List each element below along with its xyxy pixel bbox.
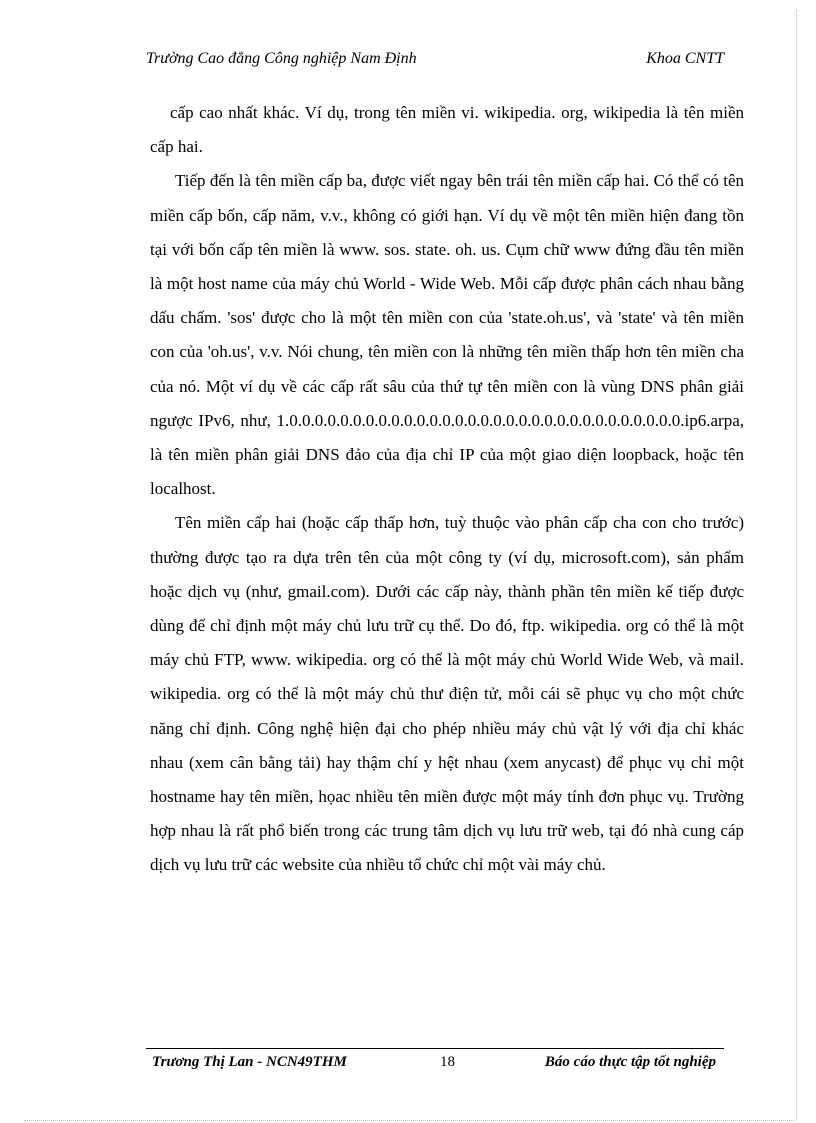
paragraph-3: Tên miền cấp hai (hoặc cấp thấp hơn, tuỳ thuộc vào phân cấp cha con cho trước) thường được tạo ra dựa trên tên của một công ty (ví dụ, microsoft.com), sản phẩm hoặc dịch vụ (như, gmail.com). Dưới các cấp này, thành phần tên miền kế tiếp được dùng để chỉ định một máy chủ lưu trữ cụ thể. Do đó, ftp. wikipedia. org có thể là một máy chủ FTP, www. wikipedia. org có thể là một máy chủ World Wide Web, và mail. wikipedia. org có thể là một máy chủ thư điện tử, mỗi cái sẽ phục vụ cho một chức năng chỉ định. Công nghệ hiện đại cho phép nhiều máy chủ vật lý với địa chỉ khác nhau (xem cân bằng tải) hay thậm chí y hệt nhau (xem anycast) để phục vụ chỉ một hostname hay tên miền, họac nhiều tên miền được một máy tính đơn phục vụ. Trường hợp nhau là rất phổ biến trong các trung tâm dịch vụ lưu trữ web, tại đó nhà cung cáp dịch vụ lưu trữ các website của nhiều tổ chức chỉ một vài máy chủ. <box>150 513 744 875</box>
page-edge-bottom <box>24 1120 794 1121</box>
page-edge-right <box>796 10 797 1120</box>
header-school: Trường Cao đẳng Công nghiệp Nam Định <box>146 50 417 67</box>
footer-divider <box>146 1048 724 1049</box>
header-department: Khoa CNTT <box>646 50 724 67</box>
page-number: 18 <box>440 1054 455 1070</box>
page-footer <box>146 1054 724 1076</box>
footer-report-title: Báo cáo thực tập tốt nghiệp <box>544 1054 716 1070</box>
paragraph-2: Tiếp đến là tên miền cấp ba, được viết ngay bên trái tên miền cấp hai. Có thể có tên miền cấp bốn, cấp năm, v.v., không có giới hạn. Ví dụ về một tên miền hiện đang tồn tại với bốn cấp tên miền là www. sos. state. oh. us. Cụm chữ www đứng đầu tên miền là một host name của máy chủ World - Wide Web. Mỗi cấp được phân cách nhau bằng dấu chấm. 'sos' được cho là một tên miền con của 'state.oh.us', và 'state' và tên miền con của 'oh.us', v.v. Nói chung, tên miền con là những tên miền thấp hơn tên miền cha của nó. Một ví dụ về các cấp rất sâu của thứ tự tên miền con là vùng DNS phân giải ngược IPv6, như, 1.0.0.0.0.0.0.0.0.0.0.0.0.0.0.0.0.0.0.0.0.0.0.0.0.0.0.0.0.0.0.0.ip6.arpa, là tên miền phân giải DNS đảo của địa chỉ IP của một giao diện loopback, hoặc tên localhost. <box>150 171 744 499</box>
paragraph-1: cấp cao nhất khác. Ví dụ, trong tên miền vi. wikipedia. org, wikipedia là tên miền cấp hai. <box>150 103 744 157</box>
footer-author: Trương Thị Lan - NCN49THM <box>152 1054 347 1070</box>
document-body <box>150 96 744 883</box>
page-header <box>146 50 724 76</box>
